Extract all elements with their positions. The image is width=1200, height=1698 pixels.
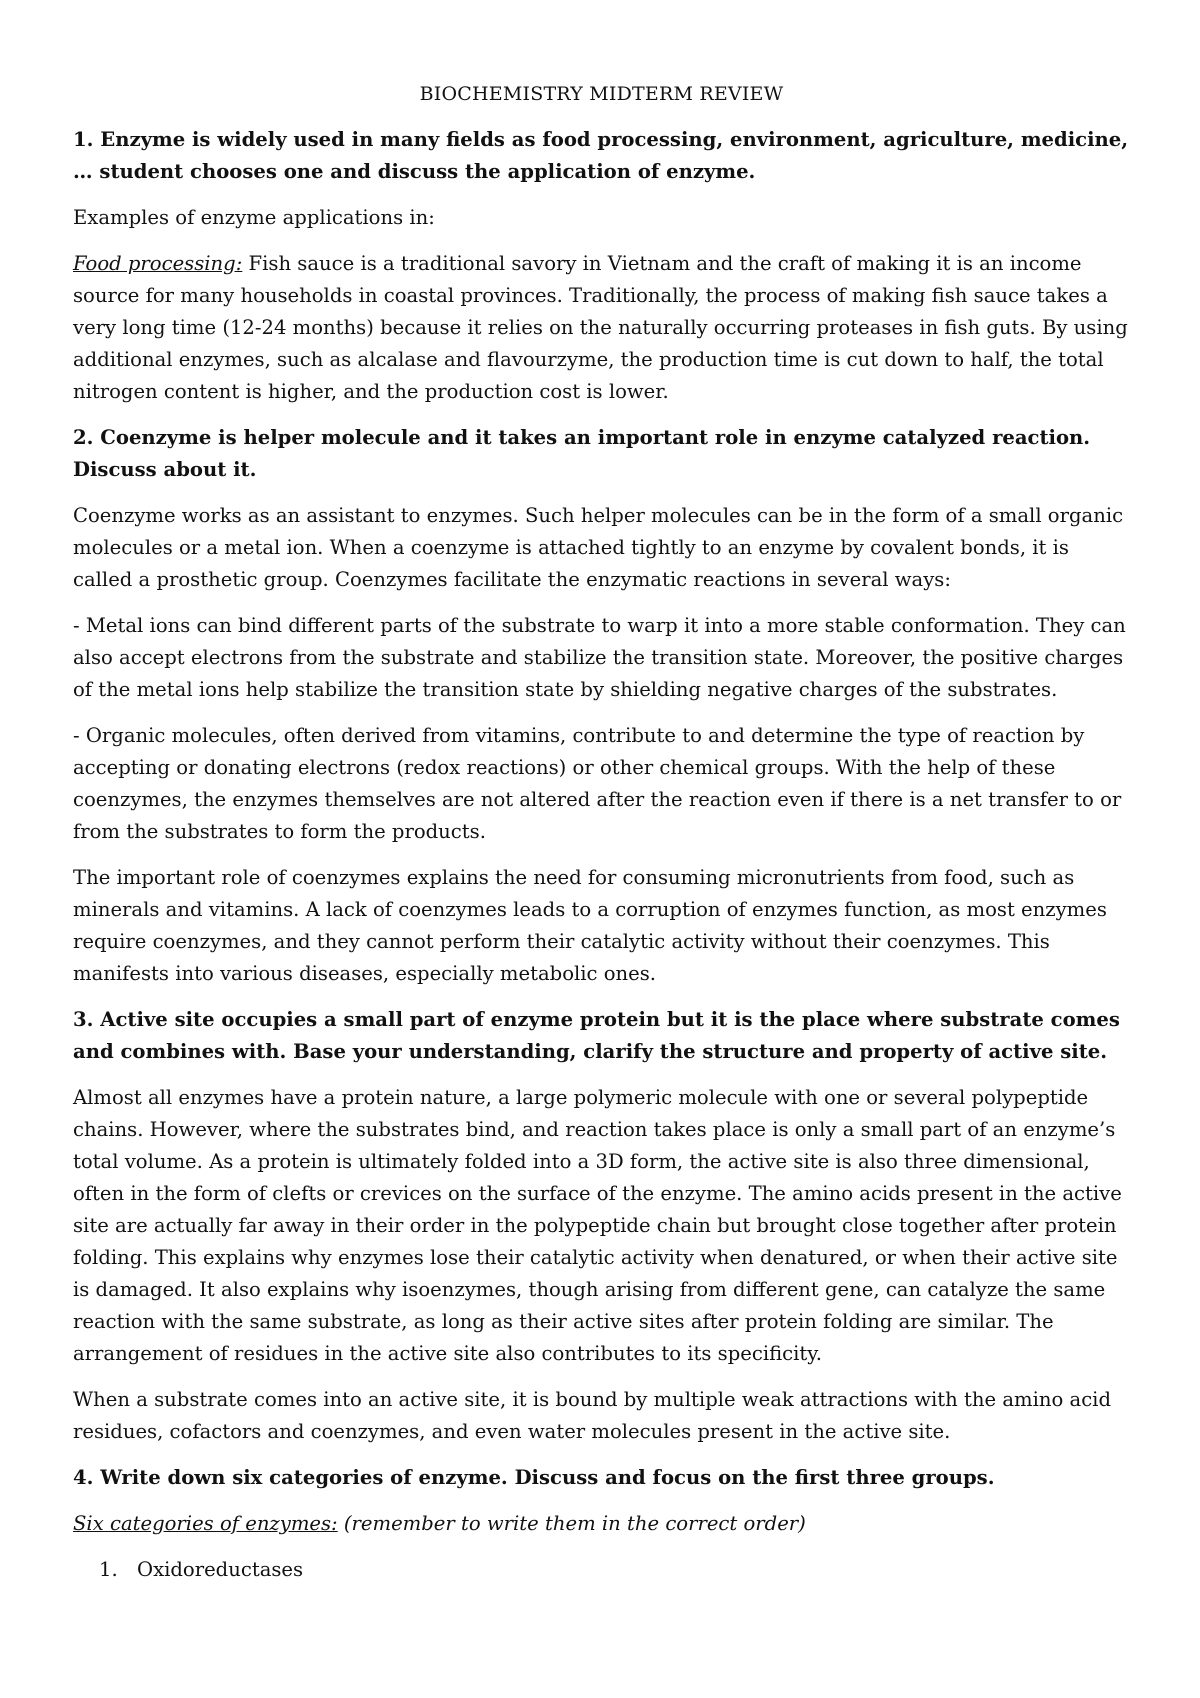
food-processing-text: Fish sauce is a traditional savory in Vietnam and the craft of making it is an income source for many households in coastal provinces. Traditionally, the process of making fish sauce takes a very long time (12-24 months) because it relies on the naturally occurring proteases in fish guts. By using additional enzymes, such as alcalase and flavourzyme, the production time is cut down to half, the total nitrogen content is higher, and the production cost is lower.: [73, 252, 1128, 403]
q1-intro: Examples of enzyme applications in:: [73, 206, 435, 229]
list-item-number: 1.: [99, 1558, 118, 1581]
q3-paragraph-1: Almost all enzymes have a protein nature, a large polymeric molecule with one or several polypeptide chains. However, where the substrates bind, and reaction takes place is only a small part of an enzyme’s total volume. As a protein is ultimately folded into a 3D form, the active site is also three dimensional, often in the form of clefts or crevices on the surface of the enzyme. The amino acids present in the active site are actually far away in their order in the polypeptide chain but brought close together after protein folding. This explains why enzymes lose their catalytic activity when denatured, or when their active site is damaged. It also explains why isoenzymes, though arising from different gene, can catalyze the same reaction with the same substrate, as long as their active sites after protein folding are similar. The arrangement of residues in the active site also contributes to its specificity.: [73, 1086, 1122, 1365]
q2-paragraph-1: Coenzyme works as an assistant to enzymes. Such helper molecules can be in the form of a small organic molecules or a metal ion. When a coenzyme is attached tightly to an enzyme by covalent bonds, it is called a prosthetic group. Coenzymes facilitate the enzymatic reactions in several ways:: [73, 504, 1124, 591]
question-3: 3. Active site occupies a small part of enzyme protein but it is the place where substrate comes and combines with. Base your understanding, clarify the structure and property of active site.: [73, 1008, 1120, 1063]
document-title: BIOCHEMISTRY MIDTERM REVIEW: [419, 83, 784, 105]
section-q4: [73, 1462, 1130, 1586]
section-q3: [73, 1004, 1130, 1448]
question-4: 4. Write down six categories of enzyme. Discuss and focus on the first three groups.: [73, 1466, 995, 1489]
q2-paragraph-4: The important role of coenzymes explains the need for consuming micronutrients from food, such as minerals and vitamins. A lack of coenzymes leads to a corruption of enzymes function, as most enzymes require coenzymes, and they cannot perform their catalytic activity without their coenzymes. This manifests into various diseases, especially metabolic ones.: [73, 866, 1107, 985]
section-q2: [73, 422, 1130, 990]
food-processing-label: Food processing:: [73, 252, 243, 275]
q1-answer: [73, 248, 1130, 408]
question-2: 2. Coenzyme is helper molecule and it takes an important role in enzyme catalyzed reaction. Discuss about it.: [73, 426, 1091, 481]
enzyme-category-list: [73, 1554, 1130, 1586]
six-categories-label: Six categories of enzymes:: [73, 1512, 338, 1535]
q4-intro: [73, 1508, 1130, 1540]
q3-paragraph-2: When a substrate comes into an active site, it is bound by multiple weak attractions with the amino acid residues, cofactors and coenzymes, and even water molecules present in the active site.: [73, 1388, 1111, 1443]
q2-paragraph-2: - Metal ions can bind different parts of the substrate to warp it into a more stable conformation. They can also accept electrons from the substrate and stabilize the transition state. Moreover, the positive charges of the metal ions help stabilize the transition state by shielding negative charges of the substrates.: [73, 614, 1126, 701]
section-q1: [73, 124, 1130, 408]
q2-paragraph-3: - Organic molecules, often derived from vitamins, contribute to and determine the type of reaction by accepting or donating electrons (redox reactions) or other chemical groups. With the help of these coenzymes, the enzymes themselves are not altered after the reaction even if there is a net transfer to or from the substrates to form the products.: [73, 724, 1122, 843]
six-categories-note: (remember to write them in the correct order): [337, 1512, 806, 1535]
list-item: [73, 1554, 1130, 1586]
list-item-text: Oxidoreductases: [137, 1558, 304, 1581]
question-1: 1. Enzyme is widely used in many fields as food processing, environment, agriculture, medicine, … student chooses one and discuss the application of enzyme.: [73, 128, 1129, 183]
